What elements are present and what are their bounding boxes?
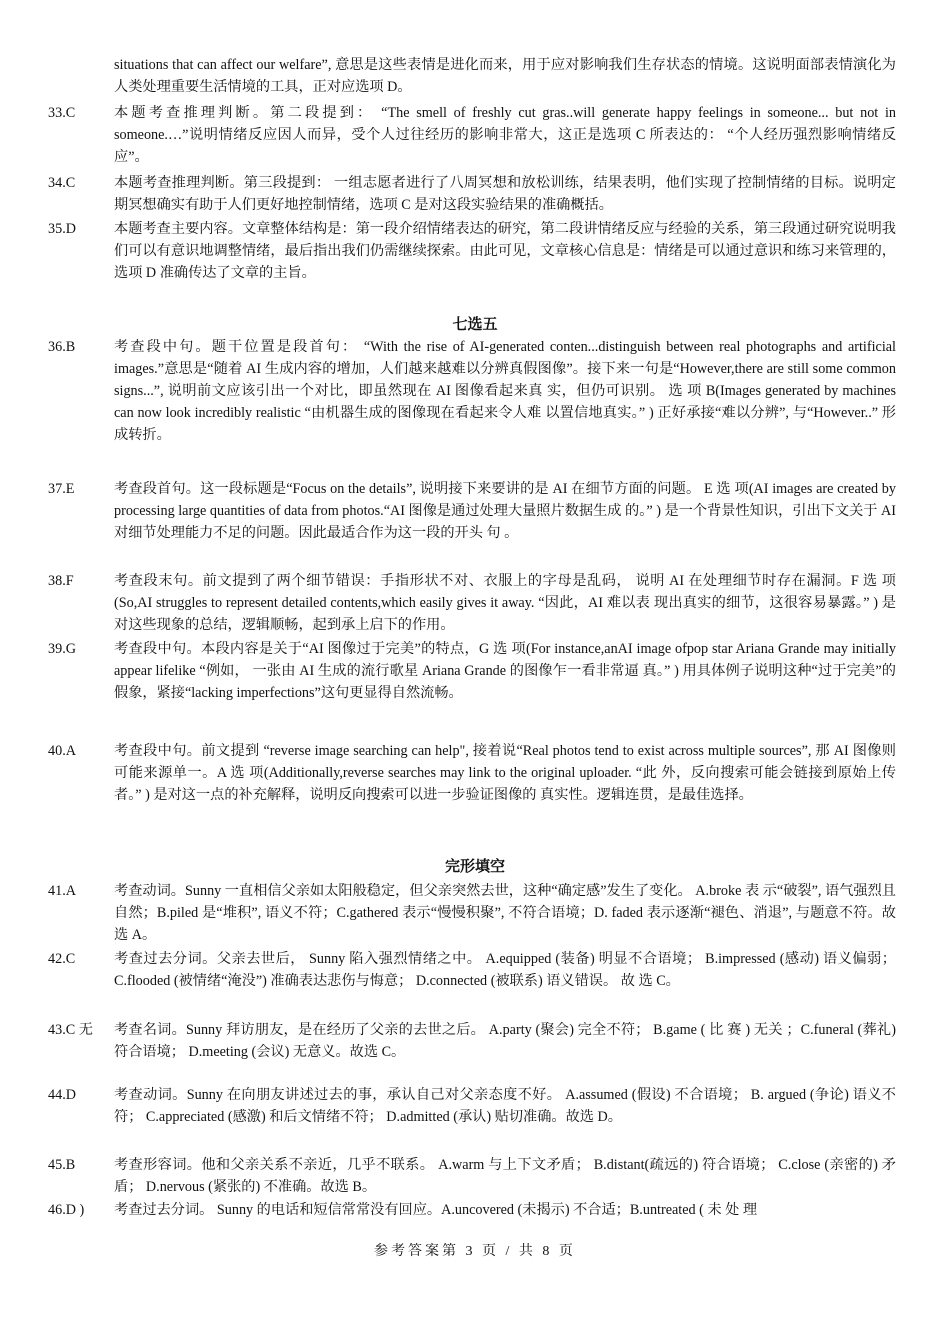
answer-number: 36.B bbox=[48, 339, 76, 355]
page-footer: 参考答案第 3 页 / 共 8 页 bbox=[374, 1244, 576, 1259]
answer-explanation: 考查段中句。本段内容是关于“AI 图像过于完美”的特点，G 选 项(For instance,anAI image ofpop star Ariana Grande may initially appear lifelike “例如， 一张由 AI 生成的流行歌星 Ariana Grande 的图像乍一看非常逼 真。” ) 用具体例子说明这种“过于完美”的假象，紧接“lacking imperfections”这句更显得自然流畅。 bbox=[114, 641, 896, 701]
answer-item bbox=[48, 336, 896, 446]
answer-item bbox=[48, 478, 896, 544]
answer-number: 45.B bbox=[48, 1157, 76, 1173]
answer-explanation: 考查过去分词。 Sunny 的电话和短信常常没有回应。A.uncovered (未揭示) 不合适；B.untreated ( 未 处 理 bbox=[114, 1202, 758, 1218]
section-heading-cloze: 完形填空 bbox=[444, 859, 505, 875]
answer-explanation: 本题考查推理判断。第二段提到： “The smell of freshly cut gras..will generate happy feelings in someone... but not in someone.…”说明情绪反应因人而异，受个人过往经历的影响非常大，这正是选项 C 所表达的： “个人经历强烈影响情绪反应”。 bbox=[114, 105, 896, 165]
answer-continuation: situations that can affect our welfare”, 意思是这些表情是进化而来，用于应对影响我们生存状态的情境。这说明面部表情演化为人类处理重要生活情境的工具，正对应选项 D。 bbox=[114, 57, 896, 95]
section-heading-seven-choose-five: 七选五 bbox=[452, 317, 498, 333]
answer-item bbox=[48, 1154, 896, 1198]
answer-explanation: 考查段首句。这一段标题是“Focus on the details”, 说明接下来要讲的是 AI 在细节方面的问题。 E 选 项(AI images are created by processing large quantities of data from photos.“AI 图像是通过处理大量照片数据生成 的。” ) 是一个背景性知识，引出下文关于 AI 对细节处理能力不足的问题。因此最适合作为这一段的开头 句 。 bbox=[114, 481, 896, 541]
answer-item bbox=[48, 740, 896, 806]
answer-explanation: 考查形容词。他和父亲关系不亲近，几乎不联系。 A.warm 与上下文矛盾； B.distant(疏远的) 符合语境； C.close (亲密的) 矛盾； D.nervous (紧张的) 不准确。故选 B。 bbox=[114, 1157, 896, 1195]
answer-item bbox=[48, 948, 896, 992]
answer-item bbox=[48, 1199, 896, 1221]
answer-item bbox=[48, 880, 896, 946]
answer-explanation: 考查段中句。题干位置是段首句： “With the rise of AI-generated conten...distinguish between real photographs and artificial images.”意思是“随着 AI 生成内容的增加，人们越来越难以分辨真假图像”。接下来一句是“However,there are still some common signs...”, 说明前文应该引出一个对比，即虽然现在 AI 图像看起来真 实，但仍可识别。 选 项 B(Images generated by machines can now look incredibly realistic “由机器生成的图像现在看起来令人难 以置信地真实。” ) 正好承接“难以分辨”, 与“However..” 形成转折。 bbox=[114, 339, 896, 443]
answer-number: 43.C 无 bbox=[48, 1022, 93, 1038]
answer-explanation: 本题考查主要内容。文章整体结构是：第一段介绍情绪表达的研究，第二段讲情绪反应与经验的关系，第三段通过研究说明我们可以有意识地调整情绪，最后指出我们仍需继续探索。由此可见，文章核心信息是：情绪是可以通过意识和练习来管理的，选项 D 准确传达了文章的主旨。 bbox=[114, 221, 896, 281]
answer-number: 38.F bbox=[48, 573, 74, 589]
answer-explanation: 考查段末句。前文提到了两个细节错误：手指形状不对、衣服上的字母是乱码， 说明 AI 在处理细节时存在漏洞。F 选 项 (So,AI struggles to represent detailed contents,which easily gives it away. “因此，AI 难以表 现出真实的细节，这很容易暴露。” ) 是对这些现象的总结，逻辑顺畅，起到承上启下的作用。 bbox=[114, 573, 896, 633]
answer-item bbox=[48, 218, 896, 284]
answer-explanation: 考查动词。Sunny 在向朋友讲述过去的事，承认自己对父亲态度不好。 A.assumed (假设) 不合语境； B. argued (争论) 语义不符； C.appreciated (感激) 和后文情绪不符； D.admitted (承认) 贴切准确。故选 D。 bbox=[114, 1087, 896, 1125]
answer-explanation: 考查名词。Sunny 拜访朋友，是在经历了父亲的去世之后。 A.party (聚会) 完全不符； B.game ( 比 赛 ) 无关 ；C.funeral (葬礼) 符合语境； D.meeting (会议) 无意义。故选 C。 bbox=[114, 1022, 896, 1060]
answer-explanation: 本题考查推理判断。第三段提到： 一组志愿者进行了八周冥想和放松训练，结果表明，他们实现了控制情绪的目标。说明定期冥想确实有助于人们更好地控制情绪，选项 C 是对这段实验结果的准确概括。 bbox=[114, 175, 896, 213]
answer-number: 39.G bbox=[48, 641, 76, 657]
answer-item bbox=[48, 172, 896, 216]
answer-number: 42.C bbox=[48, 951, 76, 967]
answer-number: 33.C bbox=[48, 105, 76, 121]
answer-item bbox=[48, 638, 896, 704]
answer-number: 40.A bbox=[48, 743, 76, 759]
answer-explanation: 考查段中句。前文提到 “reverse image searching can help", 接着说“Real photos tend to exist across multiple sources”, 那 AI 图像则可能来源单一。A 选 项(Additionally,reverse searches may link to the original uploader. “此 外，反向搜索可能会链接到原始上传者。” ) 是对这一点的补充解释，说明反向搜索可以进一步验证图像的 真实性。逻辑连贯，是最佳选择。 bbox=[114, 743, 896, 803]
answer-number: 37.E bbox=[48, 481, 75, 497]
answer-explanation: 考查动词。Sunny 一直相信父亲如太阳般稳定，但父亲突然去世，这种“确定感”发生了变化。 A.broke 表 示“破裂”, 语气强烈且自然；B.piled 是“堆积”, 语义不符；C.gathered 表示“慢慢积聚”, 不符合语境；D. faded 表示逐渐“褪色、消退”, 与题意不符。故选 A。 bbox=[114, 883, 896, 943]
answer-number: 35.D bbox=[48, 221, 76, 237]
answer-item bbox=[48, 1084, 896, 1128]
answer-explanation: 考查过去分词。父亲去世后， Sunny 陷入强烈情绪之中。 A.equipped (装备) 明显不合语境； B.impressed (感动) 语义偏弱； C.flooded (被情绪“淹没”) 准确表达悲伤与悔意； D.connected (被联系) 语义错误。 故 选 C。 bbox=[114, 951, 896, 989]
answer-item bbox=[48, 1019, 896, 1063]
answer-number: 34.C bbox=[48, 175, 76, 191]
answer-number: 44.D bbox=[48, 1087, 76, 1103]
answer-item bbox=[48, 102, 896, 168]
answer-item bbox=[48, 570, 896, 636]
answer-number: 41.A bbox=[48, 883, 76, 899]
answer-number: 46.D ) bbox=[48, 1202, 85, 1218]
